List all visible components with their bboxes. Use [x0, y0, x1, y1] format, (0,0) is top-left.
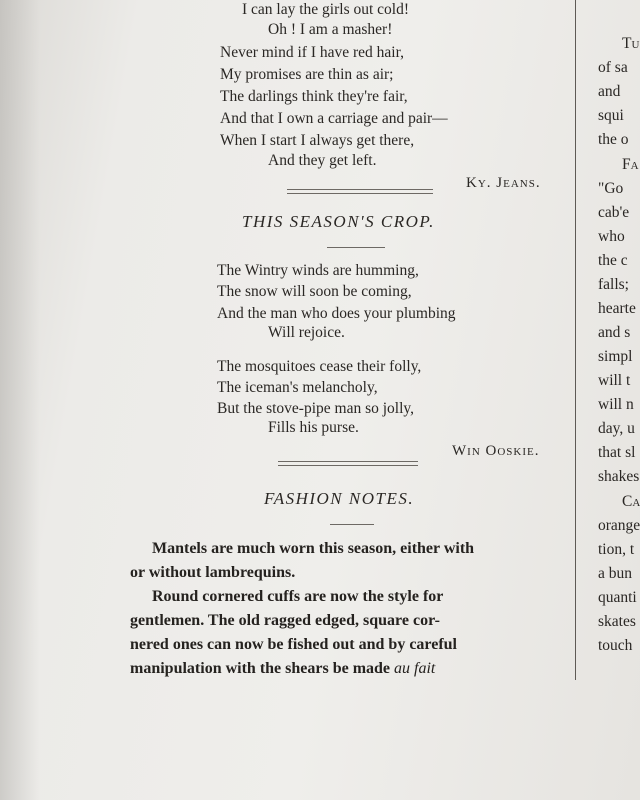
right-column-fragment: skates: [598, 613, 636, 630]
fashion-text-line: nered ones can now be fished out and by careful: [130, 636, 457, 653]
right-column-fragment: the o: [598, 131, 629, 148]
fashion-text-line: or without lambrequins.: [130, 564, 296, 581]
right-column-fragment: cab'e: [598, 204, 630, 221]
right-column-fragment: Fa: [622, 156, 639, 173]
right-column-fragment: will t: [598, 372, 631, 389]
poem1-line: And they get left.: [268, 152, 377, 169]
fashion-text-line: [130, 661, 435, 677]
poem2-line: But the stove-pipe man so jolly,: [217, 400, 415, 417]
right-column-fragment: touch: [598, 637, 633, 654]
right-column-fragment: "Go: [598, 180, 624, 197]
poem1-signature: Ky. Jeans.: [466, 175, 541, 191]
title-underline: [330, 524, 374, 525]
right-column-fragment: quanti: [598, 589, 637, 606]
poem1-line: When I start I always get there,: [220, 132, 415, 149]
fashion-text-line: Round cornered cuffs are now the style for: [152, 588, 444, 605]
right-column-fragment: falls;: [598, 276, 629, 293]
right-column-fragment: and s: [598, 324, 631, 341]
right-column-fragment: a bun: [598, 565, 633, 582]
right-column-fragment: day, u: [598, 420, 635, 437]
right-column-fragment: of sa: [598, 59, 628, 76]
poem1-line: And that I own a carriage and pair—: [220, 110, 448, 127]
right-column-fragment: tion, t: [598, 541, 635, 558]
column-divider: [575, 0, 576, 680]
poem1-line: Never mind if I have red hair,: [220, 44, 405, 61]
poem1-line: I can lay the girls out cold!: [242, 1, 410, 18]
right-column-fragment: will n: [598, 396, 634, 413]
right-column-fragment: simpl: [598, 348, 633, 365]
section-divider: [287, 189, 433, 194]
right-column-fragment: shakes: [598, 468, 640, 485]
fashion-text-main: manipulation with the shears be made: [130, 660, 391, 677]
right-column-fragment: squi: [598, 107, 624, 124]
poem2-line: The Wintry winds are humming,: [217, 262, 419, 279]
poem1-line: The darlings think they're fair,: [220, 88, 408, 105]
right-column-fragment: and: [598, 83, 621, 100]
fashion-text-line: Mantels are much worn this season, either with: [152, 540, 475, 557]
right-column-fragment: that sl: [598, 444, 636, 461]
poem2-line: The snow will soon be coming,: [217, 283, 412, 300]
fashion-text-italic: au fait: [394, 660, 436, 677]
right-column-fragment: Tu: [622, 35, 640, 52]
poem2-line: The iceman's melancholy,: [217, 379, 378, 396]
right-column-fragment: Ca: [622, 493, 640, 510]
fashion-title: FASHION NOTES.: [264, 489, 415, 508]
poem1-line: Oh ! I am a masher!: [268, 21, 393, 38]
right-column-fragment: hearte: [598, 300, 636, 317]
poem2-line: The mosquitoes cease their folly,: [217, 358, 422, 375]
poem2-signature: Win Ooskie.: [452, 443, 540, 459]
poem1-line: My promises are thin as air;: [220, 66, 394, 83]
poem2-title: THIS SEASON'S CROP.: [242, 212, 435, 231]
right-column-fragment: the c: [598, 252, 628, 269]
poem2-line: Fills his purse.: [268, 419, 359, 436]
page-curl-shadow: [0, 0, 40, 800]
title-underline: [327, 247, 385, 248]
poem2-line: Will rejoice.: [268, 324, 345, 341]
poem2-line: And the man who does your plumbing: [217, 305, 456, 322]
right-column-fragment: who: [598, 228, 625, 245]
section-divider: [278, 461, 418, 466]
right-column-fragment: orange: [598, 517, 640, 534]
fashion-text-line: gentlemen. The old ragged edged, square cor-: [130, 612, 440, 629]
